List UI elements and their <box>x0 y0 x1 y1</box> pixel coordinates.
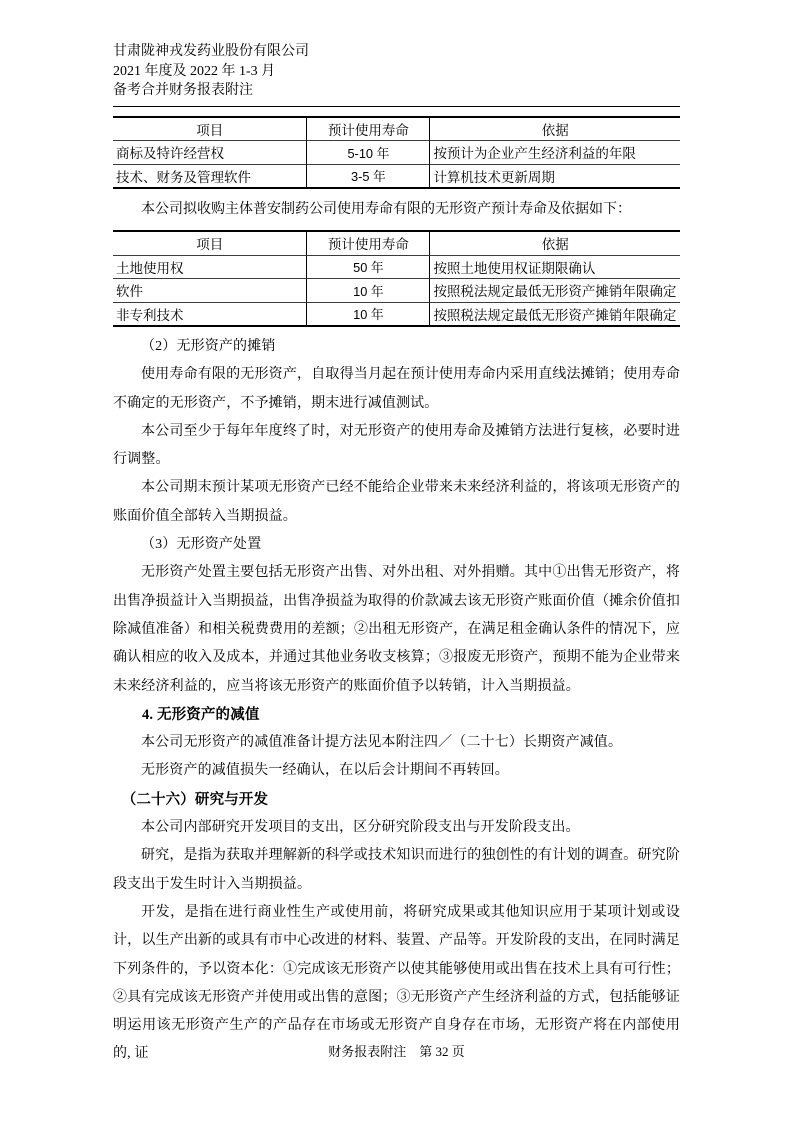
cell-basis: 按照土地使用权证期限确认 <box>430 255 680 279</box>
puan-intangible-assets-life-table <box>113 230 680 327</box>
column-header-basis: 依据 <box>430 231 680 255</box>
cell-life: 10 年 <box>307 302 430 326</box>
cell-life: 10 年 <box>307 279 430 303</box>
document-header <box>113 42 680 101</box>
paragraph: 研究，是指为获取并理解新的科学或技术知识而进行的独创性的有计划的调查。研究阶段支出于发生时计入当期损益。 <box>113 848 680 892</box>
paragraph: 本公司至少于每年年度终了时，对无形资产的使用寿命及摊销方法进行复核，必要时进行调整。 <box>113 423 680 468</box>
cell-basis: 计算机技术更新周期 <box>430 164 680 188</box>
cell-basis: 按照税法规定最低无形资产摊销年限确定 <box>430 279 680 303</box>
section-heading-impairment: 4. 无形资产的减值 <box>142 706 260 723</box>
cell-basis: 按照税法规定最低无形资产摊销年限确定 <box>430 302 680 326</box>
body-text <box>113 333 680 1069</box>
cell-item: 非专利技术 <box>116 307 184 323</box>
page-footer: 财务报表附注 第 32 页 <box>328 1044 465 1059</box>
paragraph: 本公司期末预计某项无形资产已经不能给企业带来未来经济利益的，将该项无形资产的账面价值全部转入当期损益。 <box>113 480 680 524</box>
table-row <box>113 141 680 165</box>
section-heading-research-development: （二十六）研究与开发 <box>121 791 269 808</box>
paragraph: 本公司内部研究开发项目的支出，区分研究阶段支出与开发阶段支出。 <box>141 820 580 836</box>
cell-item: 土地使用权 <box>113 255 307 279</box>
table-header-row <box>113 231 680 255</box>
page-content <box>113 42 680 1069</box>
paragraph: 本公司无形资产的减值准备计提方法见本附注四／（二十七）长期资产减值。 <box>141 735 623 751</box>
cell-item: 软件 <box>113 279 307 303</box>
cell-item: 技术、财务及管理软件 <box>116 169 251 185</box>
cell-life: 5-10 年 <box>307 141 430 165</box>
cell-life: 50 年 <box>307 255 430 279</box>
cell-basis: 按预计为企业产生经济利益的年限 <box>430 141 680 165</box>
document-title: 备考合并财务报表附注 <box>113 83 253 98</box>
table-row <box>113 279 680 303</box>
column-header-life: 预计使用寿命 <box>307 231 430 255</box>
column-header-item: 项目 <box>113 117 307 141</box>
cell-item: 商标及特许经营权 <box>113 141 307 165</box>
table-header-row <box>113 117 680 141</box>
header-divider <box>113 106 680 107</box>
paragraph: 开发，是指在进行商业性生产或使用前，将研究成果或其他知识应用于某项计划或设计，以生产出新的或具有市中心改进的材料、装置、产品等。开发阶段的支出，在同时满足下列条件的，予以资本化：①完成该无形资产以使其能够使用或出售在技术上具有可行性；②具有完成该无形资产并使用或出售的意图；③无形资产产生经济利益的方式，包括能够证明运用该无形资产生产的产品存在市场或无形资产自身存在市场，无形资产将在内部使用的, 证 <box>113 904 680 1062</box>
column-header-basis: 依据 <box>430 117 680 141</box>
paragraph: 使用寿命有限的无形资产，自取得当月起在预计使用寿命内采用直线法摊销；使用寿命不确定的无形资产，不予摊销，期末进行减值测试。 <box>113 367 680 411</box>
report-period: 2021 年度及 2022 年 1-3 月 <box>113 63 276 79</box>
subsection-heading-disposal: （3）无形资产处置 <box>141 537 262 553</box>
column-header-life: 预计使用寿命 <box>307 117 430 141</box>
intangible-assets-life-table <box>113 116 680 190</box>
company-name: 甘肃陇神戎发药业股份有限公司 <box>113 44 309 59</box>
paragraph: 无形资产的减值损失一经确认，在以后会计期间不再转回。 <box>141 763 509 779</box>
subsection-heading-amortization: （2）无形资产的摊销 <box>141 339 276 354</box>
table-row <box>113 164 680 188</box>
table-row <box>113 302 680 326</box>
table2-intro-paragraph: 本公司拟收购主体普安制药公司使用寿命有限的无形资产预计寿命及依据如下： <box>141 202 631 217</box>
cell-life: 3-5 年 <box>307 164 430 188</box>
table-row <box>113 255 680 279</box>
column-header-item: 项目 <box>113 231 307 255</box>
paragraph: 无形资产处置主要包括无形资产出售、对外出租、对外捐赠。其中①出售无形资产，将出售净损益计入当期损益，出售净损益为取得的价款减去该无形资产账面价值（摊余价值扣除减值准备）和相关税费费用的差额；②出租无形资产，在满足租金确认条件的情况下，应确认相应的收入及成本，并通过其他业务收支核算；③报废无形资产，预期不能为企业带来未来经济利益的，应当将该无形资产的账面价值予以转销，计入当期损益。 <box>113 565 680 694</box>
